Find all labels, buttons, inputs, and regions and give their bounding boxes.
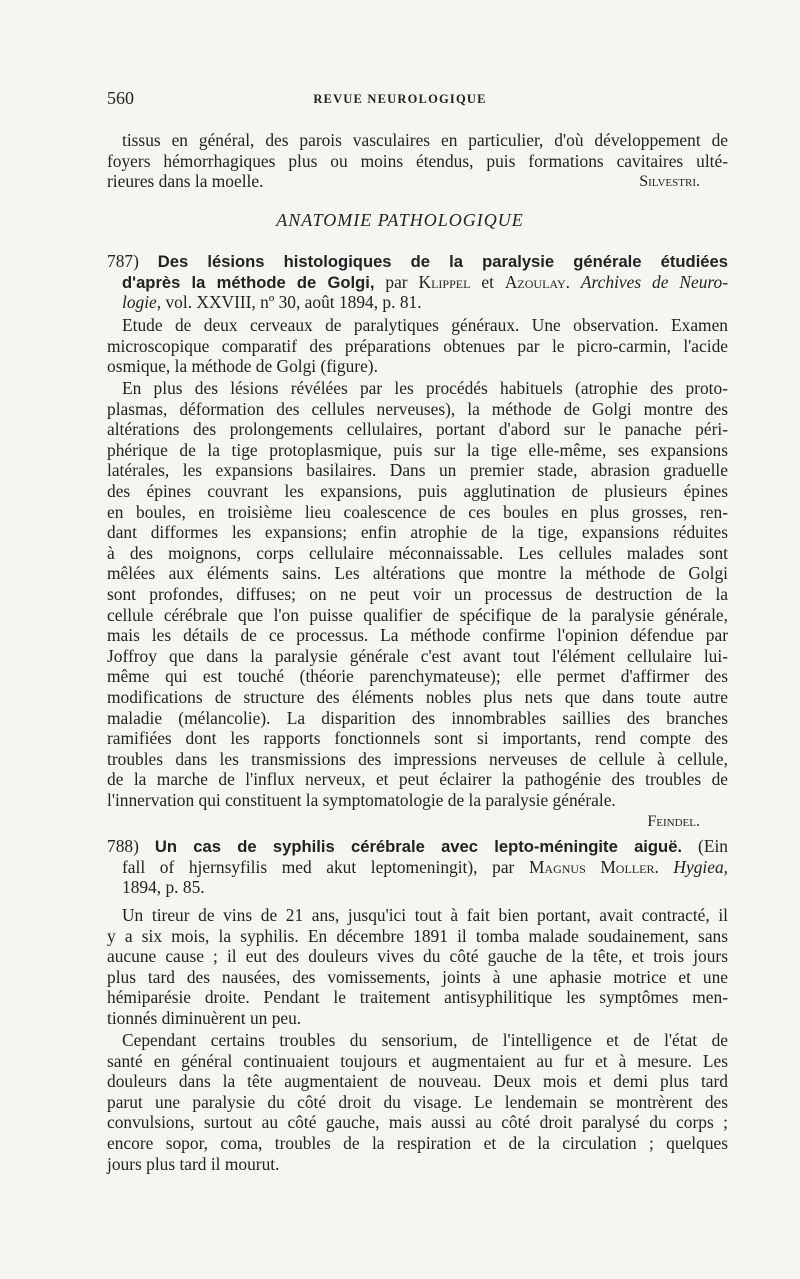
text-run: troubles dans les transmissions des impressions nerveuses de cellule à cellule, — [107, 748, 728, 769]
text-line — [107, 419, 728, 440]
reviewer-signature: Silvestri. — [639, 173, 700, 190]
text-run: rieures dans la moelle. — [107, 171, 264, 192]
text-run: jours plus tard il mourut. — [107, 1153, 280, 1174]
text-line — [107, 1133, 728, 1154]
article-787-paragraph-1 — [107, 315, 728, 377]
text-run: 788) — [107, 836, 155, 856]
text-run: mêlées aux éléments sains. Les altérations que montre la méthode de Golgi — [107, 563, 728, 584]
text-line — [107, 625, 728, 646]
text-line — [107, 1051, 728, 1072]
text-run: maladie (mélancolie). La disparition des innombrables saillies des branches — [107, 707, 728, 728]
text-run: de la marche de l'influx nerveux, et peut éclairer la pathogénie des troubles de — [107, 769, 728, 790]
text-run: des épines couvrant les expansions, puis agglutination de plusieurs épines — [107, 480, 728, 501]
text-line — [107, 336, 728, 357]
text-run: sont profondes, diffuses; on ne peut voir un processus de destruction de la — [107, 583, 728, 604]
text-run: cellule cérébrale que l'on puisse qualifier de spécifique de la paralysie générale, — [107, 604, 728, 625]
text-line — [107, 440, 728, 461]
text-run: aucune cause ; il eut des douleurs vives du côté gauche de la tête, et trois jours — [107, 946, 728, 967]
text-line — [107, 877, 728, 898]
text-line — [107, 1008, 728, 1029]
article-title: Des lésions histologiques de la paralysie générale étudiées — [157, 252, 728, 271]
text-line — [107, 460, 728, 481]
running-title: REVUE NEUROLOGIQUE — [313, 92, 487, 106]
text-run: tionnés diminuèrent un peu. — [107, 1007, 302, 1028]
author-name: Magnus Moller. — [528, 856, 659, 877]
text-run: , vol. XXVIII, nº 30, août 1894, p. 81. — [156, 292, 422, 313]
text-line — [107, 1092, 728, 1113]
article-787-paragraph-2 — [107, 378, 728, 810]
text-line — [107, 315, 728, 336]
text-line — [107, 522, 728, 543]
text-run: l'innervation qui constituent la symptomatologie de la paralysie générale. — [107, 789, 616, 810]
text-line — [107, 502, 728, 523]
text-line — [107, 356, 728, 377]
continuation-paragraph — [107, 130, 728, 192]
text-run: modifications de structure des éléments nobles plus nets que dans toute autre — [107, 686, 728, 707]
text-run: même qui est touché (théorie parenchymateuse); elle permet d'affirmer des — [107, 666, 728, 687]
article-788-title — [107, 836, 728, 898]
text-line — [107, 790, 728, 811]
text-run: ramifiées dont les rapports fonctionnels sont si importants, rend compte des — [107, 728, 728, 749]
text-run: En plus des lésions révélées par les procédés habituels (atrophie des proto- — [122, 378, 728, 398]
text-run: microscopique comparatif des préparations obtenues par le picro-carmin, l'acide — [107, 335, 728, 356]
text-line — [107, 905, 728, 926]
text-line — [107, 1112, 728, 1133]
text-line — [107, 769, 728, 790]
text-line — [107, 728, 728, 749]
text-line — [107, 481, 728, 502]
text-run: convulsions, surtout au côté gauche, mais aussi au côté droit paralysé du corps ; — [107, 1112, 728, 1133]
text-run: Joffroy que dans la paralysie générale c'est avant tout l'élément cellulaire lui- — [107, 645, 728, 666]
text-run — [570, 272, 581, 292]
text-line — [107, 272, 728, 293]
text-line — [107, 1071, 728, 1092]
text-run: latérales, les expansions basilaires. Dans un premier stade, abrasion graduelle — [107, 460, 728, 481]
text-run: Un tireur de vins de 21 ans, jusqu'ici tout à fait bien portant, avait contracté, il — [122, 905, 728, 925]
text-line — [107, 171, 728, 192]
text-line — [107, 292, 728, 313]
text-run: foyers hémorrhagiques plus ou moins étendus, puis formations cavitaires ulté- — [107, 150, 728, 171]
text-run: 787) — [107, 251, 158, 271]
text-run: altérations des prolongements cellulaires, portant d'abord sur le panache péri- — [107, 419, 728, 440]
text-run: y a six mois, la syphilis. En décembre 1891 il tomba malade soudainement, sans — [107, 925, 728, 946]
text-run: fall of hjernsyfilis med akut leptomeningit), par — [122, 856, 529, 877]
text-line — [107, 708, 728, 729]
text-run: 1894, p. 85. — [122, 877, 205, 898]
text-line — [107, 836, 728, 857]
journal-name: logie — [122, 292, 157, 313]
text-line — [107, 687, 728, 708]
text-line — [107, 926, 728, 947]
text-run: parut une paralysie du côté droit du visage. Le lendemain se montrèrent des — [107, 1091, 728, 1112]
text-line — [107, 946, 728, 967]
text-line — [107, 967, 728, 988]
journal-name: Hygiea, — [673, 856, 728, 877]
text-line — [107, 987, 728, 1008]
text-run: Cependant certains troubles du sensorium, de l'intelligence et de l'état de — [122, 1030, 728, 1050]
text-line — [107, 605, 728, 626]
text-line — [107, 646, 728, 667]
text-run: hémiparésie droite. Pendant le traitement antisyphilitique les symptômes men- — [107, 987, 728, 1008]
text-line — [107, 857, 728, 878]
article-788-paragraph-1 — [107, 905, 728, 1029]
text-line — [107, 251, 728, 272]
text-line — [107, 151, 728, 172]
section-heading: ANATOMIE PATHOLOGIQUE — [276, 210, 524, 230]
text-run: plus tard des nausées, des vomissements, joints à une aphasie motrice et une — [107, 966, 728, 987]
text-run: et — [470, 271, 505, 292]
text-line — [107, 543, 728, 564]
text-run: par — [374, 271, 419, 292]
text-line — [107, 749, 728, 770]
text-line — [107, 666, 728, 687]
text-run: dant difformes les expansions; enfin atrophie de la tige, expansions réduites — [107, 522, 728, 543]
text-run: mais les détails de ce processus. La méthode confirme l'opinion défendue par — [107, 625, 728, 646]
article-788-paragraph-2 — [107, 1030, 728, 1174]
text-run: plasmas, déformation des cellules nerveuses), la méthode de Golgi montre des — [107, 398, 728, 419]
text-run: à des moignons, corps cellulaire méconnaissable. Les cellules malades sont — [107, 542, 728, 563]
author-name: Klippel — [418, 271, 471, 292]
text-run: phérique de la tige protoplasmique, puis sur la tige elle-même, ses expansions — [107, 439, 728, 460]
article-title: d'après la méthode de Golgi, — [122, 272, 375, 292]
author-name: Azoulay. — [504, 271, 570, 292]
page-number: 560 — [107, 88, 134, 108]
text-line — [107, 130, 728, 151]
text-line — [107, 1154, 728, 1175]
text-run: osmique, la méthode de Golgi (figure). — [107, 356, 378, 377]
text-run: tissus en général, des parois vasculaires en particulier, d'où développement de — [122, 130, 728, 150]
text-run: santé en général continuaient toujours et augmentaient au fur et à mesure. Les — [107, 1050, 728, 1071]
text-line — [107, 399, 728, 420]
article-title: Un cas de syphilis cérébrale avec lepto-méningite aiguë. — [154, 837, 683, 856]
text-line — [107, 584, 728, 605]
article-787-title — [107, 251, 728, 313]
text-run: (Ein — [682, 836, 728, 856]
text-run: encore sopor, coma, troubles de la respiration et de la circulation ; quelques — [107, 1132, 728, 1153]
reviewer-signature: Feindel. — [647, 813, 700, 830]
text-line — [107, 563, 728, 584]
text-run: en boules, en troisième lieu coalescence de ces boules en plus grosses, ren- — [107, 501, 728, 522]
text-run: Etude de deux cerveaux de paralytiques généraux. Une observation. Examen — [122, 315, 728, 335]
text-run: douleurs dans la tête augmentaient de nouveau. Deux mois et demi plus tard — [107, 1071, 728, 1092]
journal-name: Archives de Neuro- — [580, 271, 729, 292]
text-line — [107, 1030, 728, 1051]
text-line — [107, 378, 728, 399]
text-run — [659, 857, 674, 877]
